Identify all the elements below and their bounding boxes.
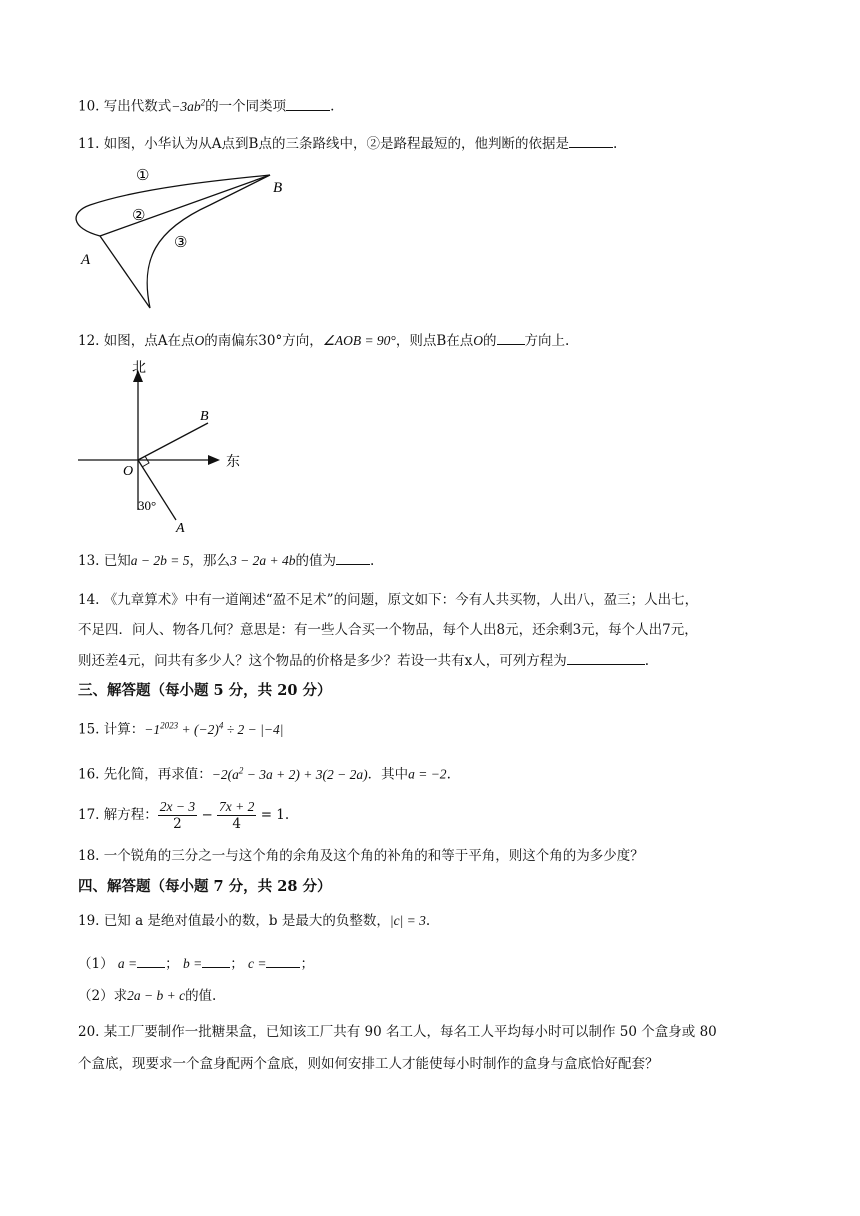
question-15: 15. 计算：$-1^{2023} + (-2)^4 \div 2 - |-4|$ (78, 720, 284, 738)
question-19: 19. 已知 a 是绝对值最小的数，b 是最大的负整数，|c| = 3. (78, 913, 431, 929)
expression: $-2(a^2 - 3a + 2) + 3(2 - 2a)$ (211, 765, 368, 782)
question-11: 11. 如图，小华认为从A点到B点的三条路线中，②是路程最短的，他判断的依据是 . (78, 133, 617, 154)
answer-blank-b[interactable] (202, 953, 230, 968)
figure-12-directions (70, 360, 250, 540)
label-point-b: B (200, 409, 209, 424)
label-point-b: B (273, 180, 283, 196)
answer-blank[interactable] (336, 550, 370, 565)
answer-blank[interactable] (569, 133, 613, 148)
label-point-a: A (176, 521, 185, 536)
question-10: 10. 写出代数式$-3ab^2$的一个同类项 . (78, 97, 335, 115)
label-origin: O (123, 464, 134, 479)
question-14-line-1: 14. 《九章算术》中有一道阐述“盈不足术”的问题，原文如下：今有人共买物，人出八，盈三；人出七， (78, 592, 699, 608)
ray-ob (138, 423, 208, 460)
question-17: 17. 解方程： $\frac{2x - 3}{2}$ − $\frac{7x + 2}{4}$ = 1. (78, 799, 290, 832)
answer-blank[interactable] (286, 96, 330, 111)
label-angle: 30° (138, 498, 157, 513)
label-north: 北 (132, 361, 146, 376)
question-19-part-1: （1） a = ； b = ； c = ； (78, 953, 314, 974)
fraction-2: $\frac{7x + 2}{4}$ (219, 799, 255, 832)
question-12: 12. 如图，点A在点O的南偏东30°方向，∠AOB = 90°，则点B在点O的 方向上. (78, 330, 569, 351)
question-19-part-2: （2）求2a − b + c的值. (78, 988, 217, 1004)
label-route-3: ③ (174, 235, 188, 251)
answer-blank[interactable] (567, 650, 645, 665)
fraction-1: $\frac{2x - 3}{2}$ (159, 799, 196, 832)
question-14-line-3: 则还差4元，问共有多少人？这个物品的价格是多少？若设一共有x人，可列方程为 . (78, 650, 649, 671)
question-18: 18. 一个锐角的三分之一与这个角的余角及这个角的补角的和等于平角，则这个角的为多少度？ (78, 848, 644, 864)
label-east: 东 (226, 455, 240, 470)
label-route-2: ② (132, 208, 146, 224)
section-4-title: 四、解答题（每小题 7 分，共 28 分） (78, 878, 332, 895)
figure-11-routes (70, 160, 300, 315)
question-13: 13. 已知a − 2b = 5，那么3 − 2a + 4b的值为 . (78, 550, 374, 571)
label-point-a: A (81, 252, 91, 268)
answer-blank-a[interactable] (137, 953, 165, 968)
question-16: 16. 先化简，再求值：$-2(a^2 - 3a + 2) + 3(2 - 2a)$．其中a = −2. (78, 765, 451, 783)
question-14-line-2: 不足四．问人、物各几何？意思是：有一些人合买一个物品，每个人出8元，还余剩3元，每个人出7元， (78, 622, 698, 638)
east-arrow-icon (208, 455, 220, 465)
expression: $-1^{2023} + (-2)^4 \div 2 - |-4|$ (144, 720, 284, 737)
label-route-1: ① (136, 168, 150, 184)
answer-blank[interactable] (497, 330, 525, 345)
section-3-title: 三、解答题（每小题 5 分，共 20 分） (78, 682, 332, 699)
answer-blank-c[interactable] (266, 953, 300, 968)
expression: $-3ab^2$ (171, 97, 206, 114)
question-20-line-1: 20. 某工厂要制作一批糖果盒，已知该工厂共有 90 名工人，每名工人平均每小时可以制作 50 个盒身或 80 (78, 1024, 717, 1040)
question-20-line-2: 个盒底，现要求一个盒身配两个盒底，则如何安排工人才能使每小时制作的盒身与盒底恰好配套？ (78, 1056, 659, 1072)
